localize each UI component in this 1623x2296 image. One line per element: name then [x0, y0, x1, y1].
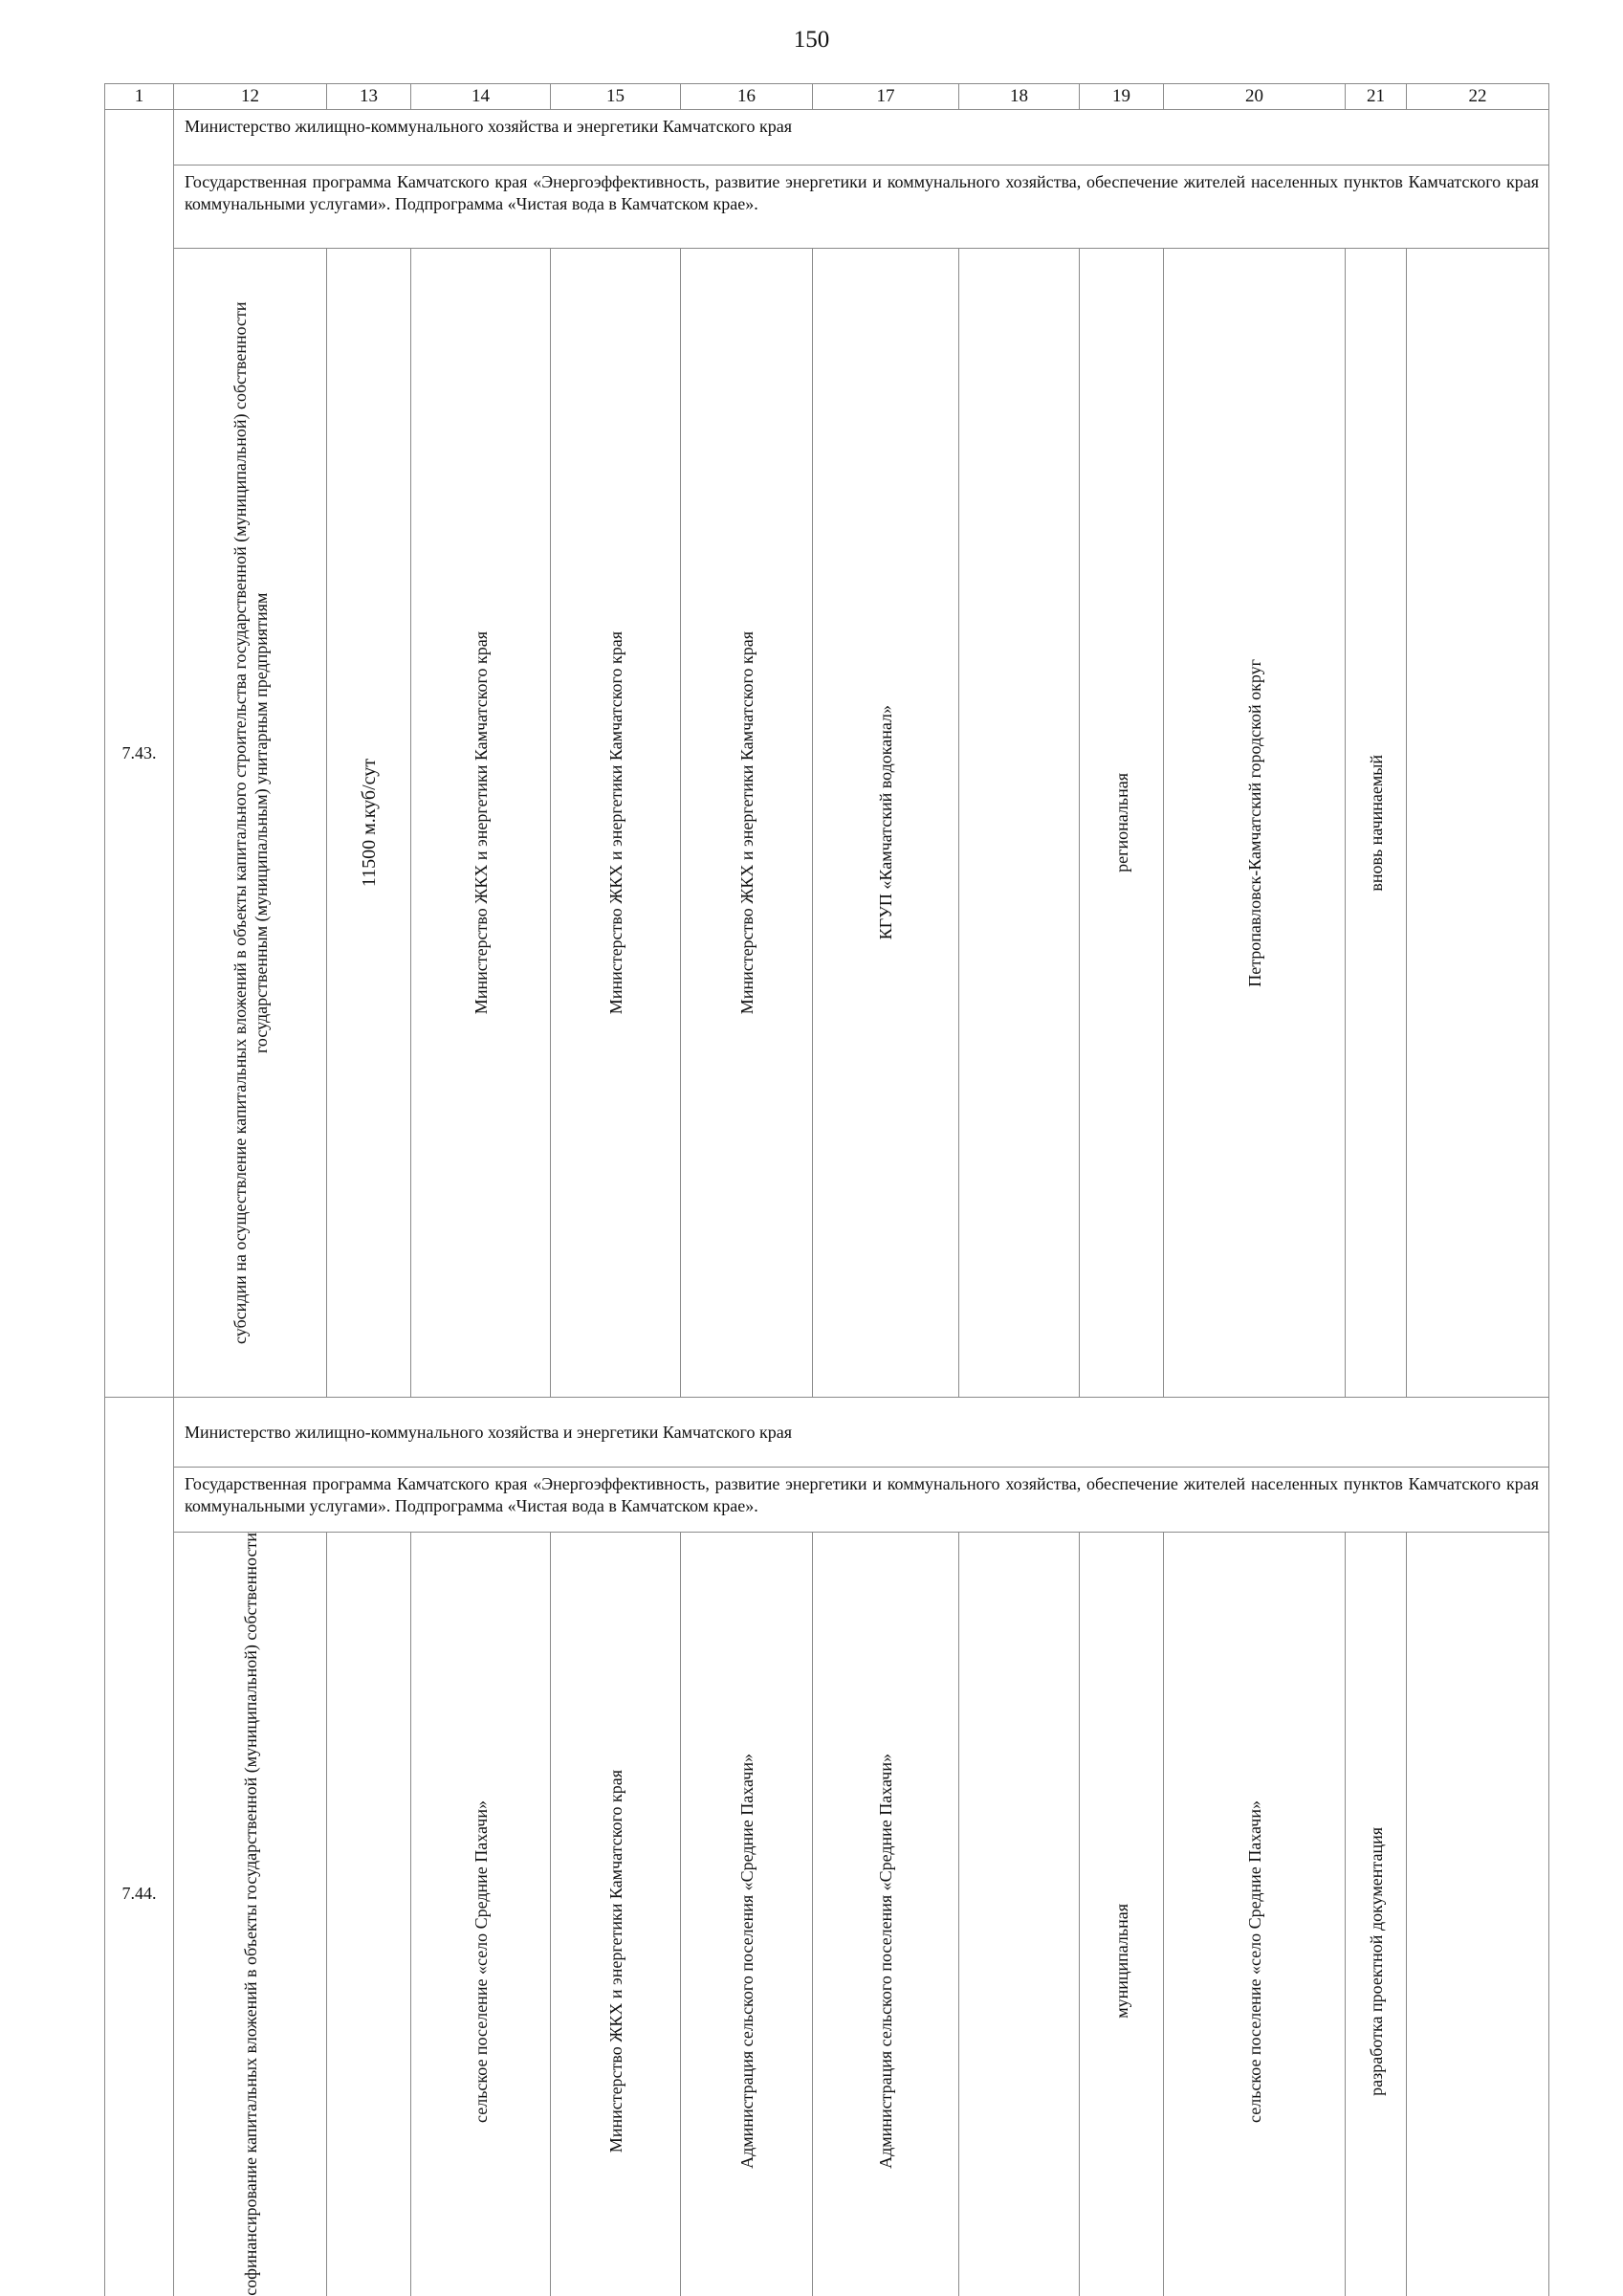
column-header: 21	[1346, 84, 1407, 110]
cell-col-18	[959, 1533, 1080, 2296]
cell-text: субсидии на осуществление капитальных вложений в объекты капитального строительства государственной (муниципальной) собственности государственным (муниципальным) унитарным предприятиям	[230, 249, 272, 1397]
program-row	[105, 166, 1549, 249]
header-row	[105, 84, 1549, 110]
cell-text: региональная	[1111, 773, 1132, 872]
cell-col-14	[411, 1533, 551, 2296]
program-cell	[174, 166, 1549, 249]
program-text: Государственная программа Камчатского края «Энергоэффективность, развитие энергетики и коммунального хозяйства, обеспечение жителей населенных пунктов Камчатского края коммунальными услугами». Подпрограмма «Чистая вода в Камчатском крае».	[174, 166, 1548, 215]
cell-col-17	[813, 249, 959, 1398]
cell-col-22	[1407, 249, 1549, 1398]
cell-text	[240, 1533, 261, 2296]
cell-col-21	[1346, 249, 1407, 1398]
column-header: 17	[813, 84, 959, 110]
cell-col-19	[1080, 1533, 1164, 2296]
column-header: 20	[1164, 84, 1346, 110]
column-header: 12	[174, 84, 327, 110]
column-header: 1	[105, 84, 174, 110]
ministry-text: Министерство жилищно-коммунального хозяйства и энергетики Камчатского края	[174, 1422, 1548, 1444]
data-table	[104, 83, 1549, 2296]
program-row	[105, 1468, 1549, 1533]
cell-text: Министерство ЖКХ и энергетики Камчатского края	[736, 631, 757, 1014]
cell-text	[1366, 1827, 1387, 2096]
column-header: 15	[551, 84, 681, 110]
program-cell	[174, 1468, 1549, 1533]
column-header: 16	[681, 84, 813, 110]
cell-text: Министерство ЖКХ и энергетики Камчатского края	[605, 631, 626, 1014]
cell-text: Министерство ЖКХ и энергетики Камчатского края	[471, 631, 492, 1014]
cell-text	[1111, 1904, 1132, 2019]
ministry-cell	[174, 1398, 1549, 1468]
page-number: 150	[0, 27, 1623, 54]
column-header: 22	[1407, 84, 1549, 110]
detail-row	[105, 249, 1549, 1398]
cell-col-21	[1346, 1533, 1407, 2296]
cell-col-15	[551, 249, 681, 1398]
column-header: 18	[959, 84, 1080, 110]
detail-row	[105, 1533, 1549, 2296]
cell-col-12	[174, 1533, 327, 2296]
cell-text	[471, 1800, 492, 2123]
cell-col-16	[681, 249, 813, 1398]
cell-text: КГУП «Камчатский водоканал»	[875, 705, 896, 939]
cell-text	[875, 1754, 896, 2169]
cell-col-15	[551, 1533, 681, 2296]
cell-text	[605, 1770, 626, 2152]
cell-col-16	[681, 1533, 813, 2296]
program-text: Государственная программа Камчатского края «Энергоэффективность, развитие энергетики и коммунального хозяйства, обеспечение жителей населенных пунктов Камчатского края коммунальными услугами». Подпрограмма «Чистая вода в Камчатском крае».	[174, 1468, 1548, 1517]
cell-col-20	[1164, 1533, 1346, 2296]
cell-col-22	[1407, 1533, 1549, 2296]
column-header: 13	[327, 84, 411, 110]
cell-text: Петропавловск-Камчатский городской округ	[1244, 659, 1265, 987]
cell-col-20	[1164, 249, 1346, 1398]
column-header: 19	[1080, 84, 1164, 110]
cell-col-12	[174, 249, 327, 1398]
cell-col-17	[813, 1533, 959, 2296]
cell-col-19	[1080, 249, 1164, 1398]
ministry-row	[105, 110, 1549, 166]
cell-col-14	[411, 249, 551, 1398]
cell-col-13	[327, 249, 411, 1398]
cell-text: вновь начинаемый	[1366, 755, 1387, 892]
cell-text: 11500 м.куб/сут	[359, 759, 380, 887]
cell-text	[736, 1754, 757, 2169]
row-number: 7.44.	[105, 1398, 174, 2296]
cell-col-18	[959, 249, 1080, 1398]
cell-col-13	[327, 1533, 411, 2296]
ministry-row	[105, 1398, 1549, 1468]
column-header: 14	[411, 84, 551, 110]
cell-text	[1244, 1800, 1265, 2123]
row-number: 7.43.	[105, 110, 174, 1398]
ministry-cell	[174, 110, 1549, 166]
ministry-text: Министерство жилищно-коммунального хозяйства и энергетики Камчатского края	[174, 110, 1548, 138]
